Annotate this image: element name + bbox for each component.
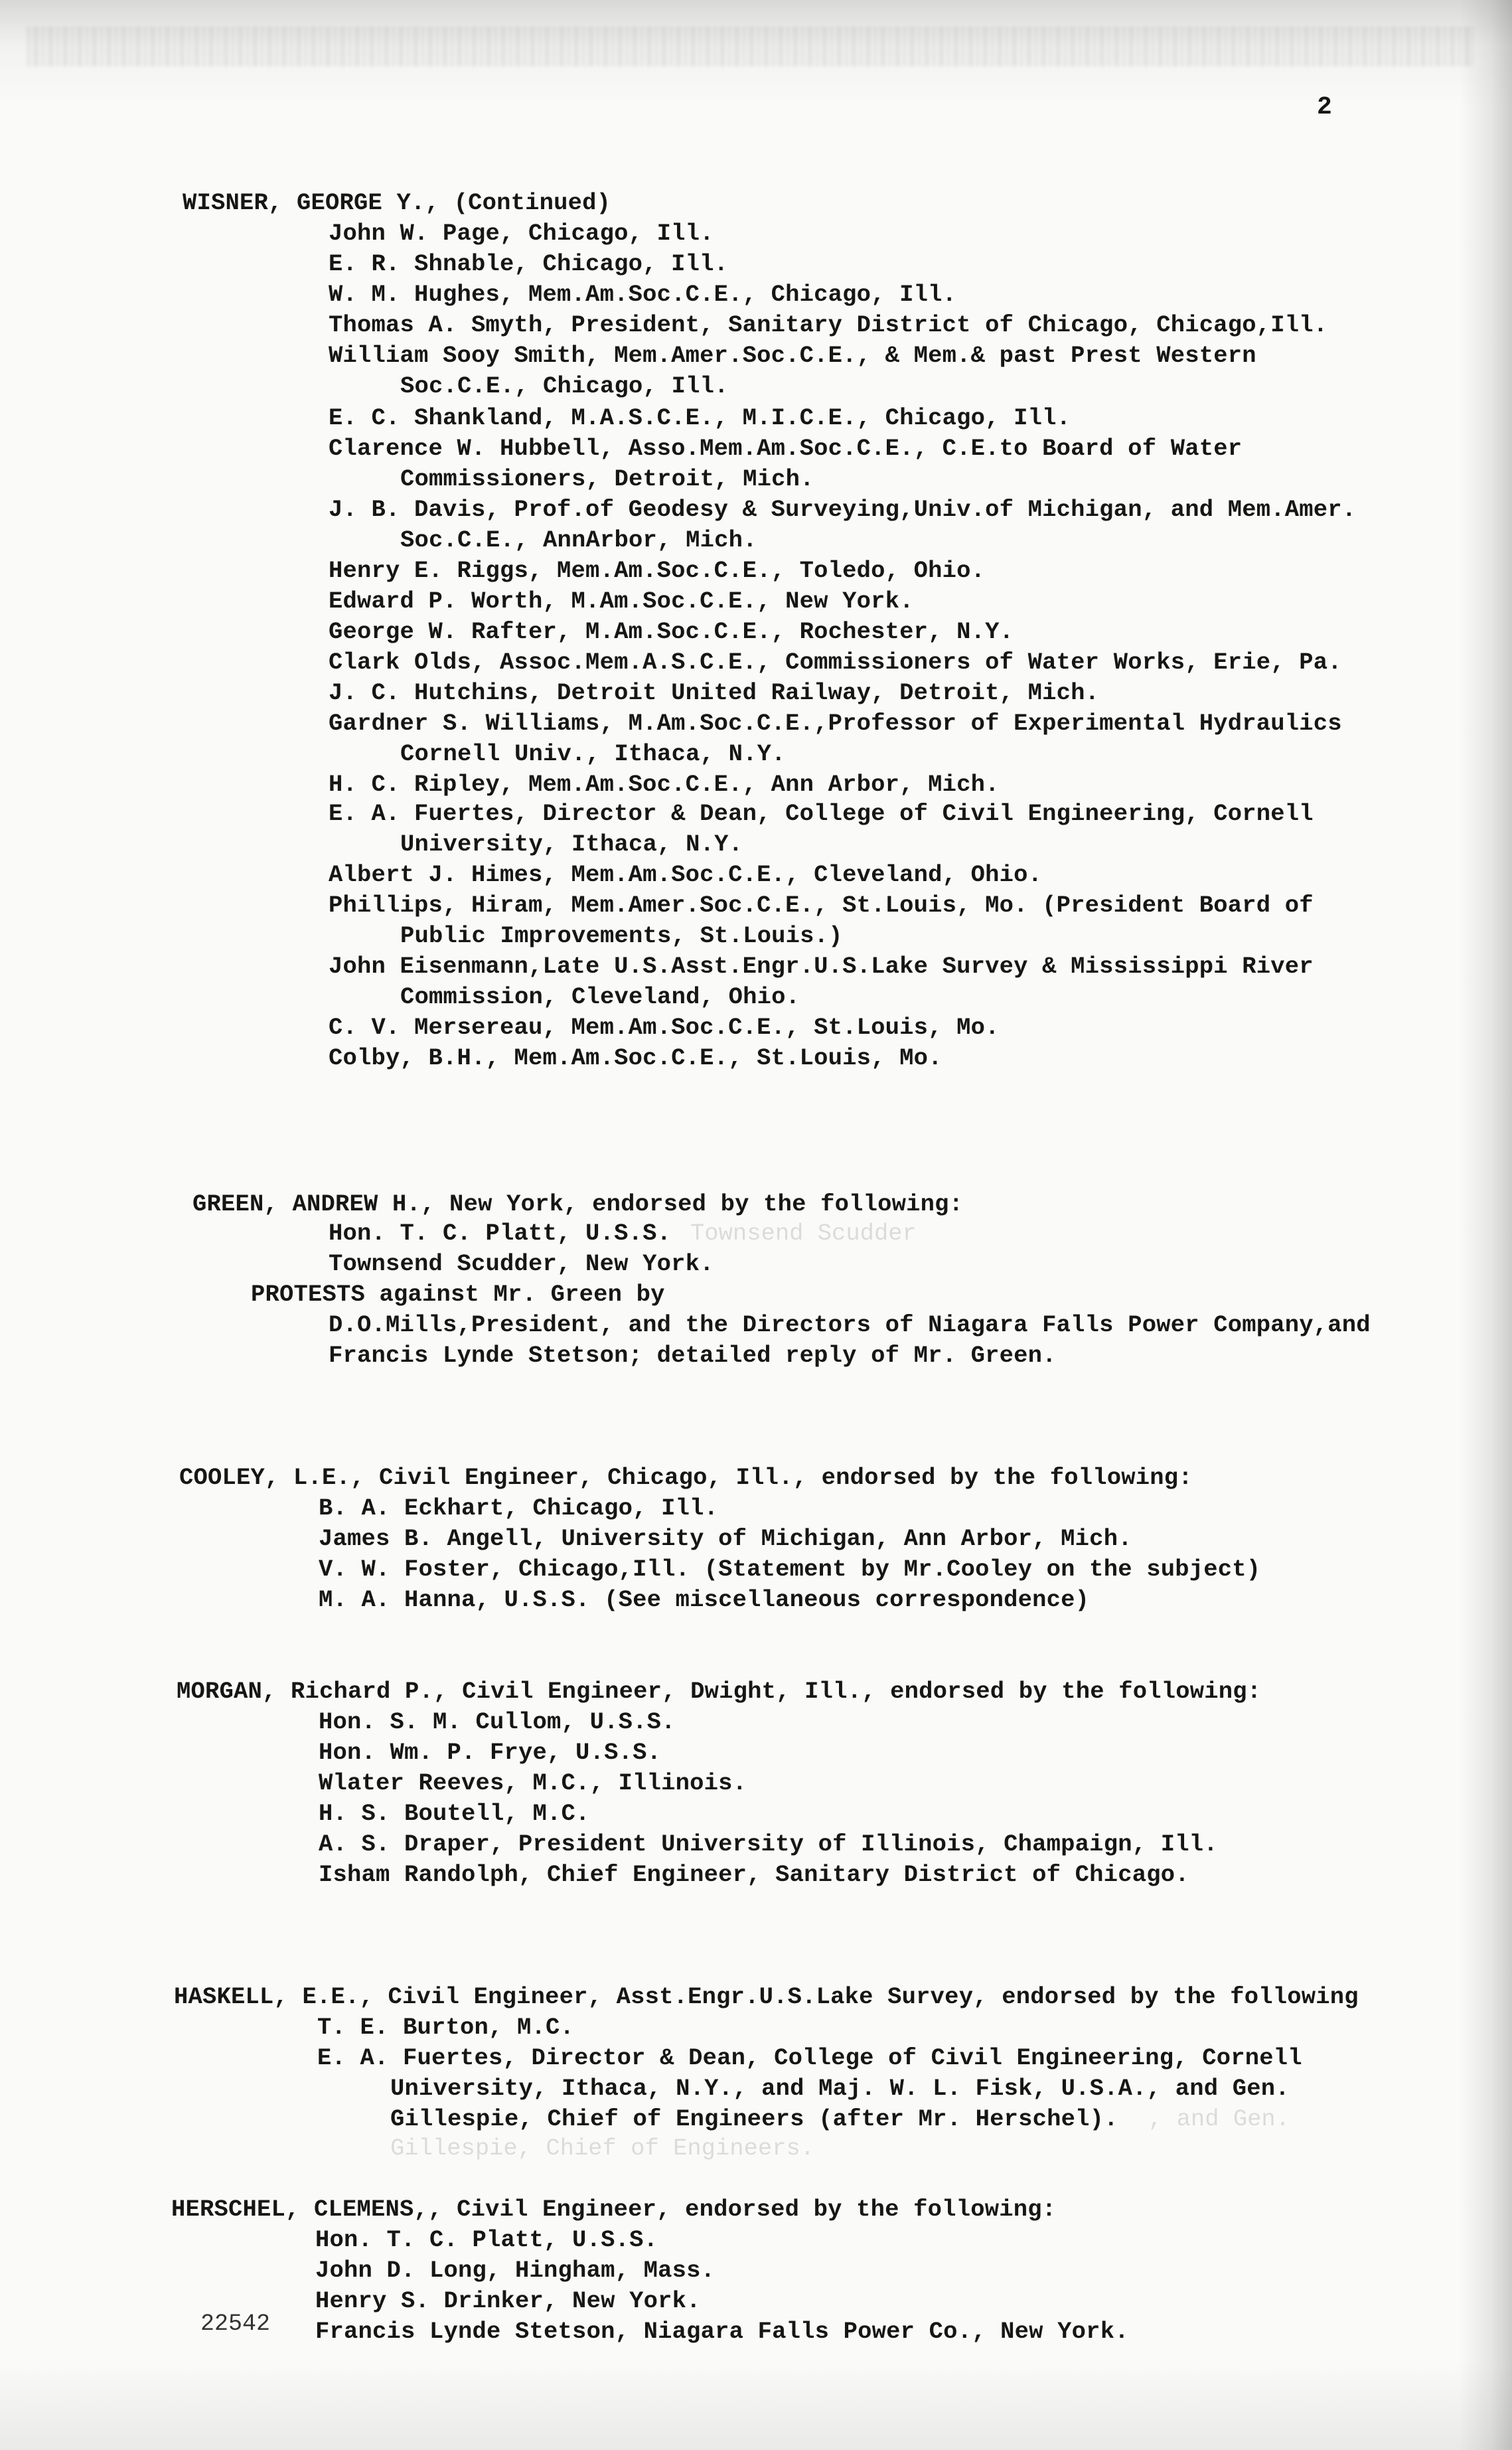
endorser-line-continued: University, Ithaca, N.Y., and Maj. W. L. Fisk, U.S.A., and Gen. [390, 2075, 1290, 2102]
endorser-line: Phillips, Hiram, Mem.Amer.Soc.C.E., St.Louis, Mo. (President Board of [329, 892, 1314, 919]
endorser-line: John D. Long, Hingham, Mass. [315, 2257, 716, 2284]
endorser-line: Clark Olds, Assoc.Mem.A.S.C.E., Commissioners of Water Works, Erie, Pa. [329, 649, 1342, 676]
scan-edge-right [1459, 0, 1512, 2450]
endorser-line: Colby, B.H., Mem.Am.Soc.C.E., St.Louis, Mo. [329, 1044, 943, 1072]
endorser-line-continued: Gillespie, Chief of Engineers (after Mr. Herschel). [390, 2105, 1118, 2133]
endorser-line-continued: Soc.C.E., AnnArbor, Mich. [400, 527, 757, 554]
section-heading-herschel: HERSCHEL, CLEMENS,, Civil Engineer, endorsed by the following: [171, 2196, 1057, 2223]
ghost-text: Gillespie, Chief of Engineers. [390, 2135, 815, 2162]
endorser-line: Francis Lynde Stetson; detailed reply of Mr. Green. [329, 1342, 1057, 1369]
section-heading-morgan: MORGAN, Richard P., Civil Engineer, Dwight, Ill., endorsed by the following: [177, 1678, 1262, 1705]
endorser-line-continued: Public Improvements, St.Louis.) [400, 922, 843, 949]
ghost-text: , and Gen. [1148, 2105, 1290, 2133]
endorser-line: C. V. Mersereau, Mem.Am.Soc.C.E., St.Louis, Mo. [329, 1014, 1000, 1041]
endorser-line: T. E. Burton, M.C. [317, 2014, 575, 2041]
endorser-line: B. A. Eckhart, Chicago, Ill. [319, 1495, 719, 1522]
scan-edge-top [27, 27, 1474, 66]
endorser-line: Wlater Reeves, M.C., Illinois. [319, 1769, 747, 1797]
endorser-line: H. S. Boutell, M.C. [319, 1800, 590, 1827]
endorser-line: Thomas A. Smyth, President, Sanitary District of Chicago, Chicago,Ill. [329, 311, 1328, 339]
section-heading-haskell: HASKELL, E.E., Civil Engineer, Asst.Engr.U.S.Lake Survey, endorsed by the following [174, 1983, 1359, 2010]
endorser-line: Isham Randolph, Chief Engineer, Sanitary District of Chicago. [319, 1861, 1189, 1888]
endorser-line-continued: University, Ithaca, N.Y. [400, 831, 743, 858]
endorser-line: Hon. T. C. Platt, U.S.S. [329, 1220, 672, 1247]
endorser-line: D.O.Mills,President, and the Directors of Niagara Falls Power Company,and [329, 1311, 1371, 1339]
endorser-line: Francis Lynde Stetson, Niagara Falls Power Co., New York. [315, 2318, 1129, 2345]
endorser-line-continued: Commissioners, Detroit, Mich. [400, 465, 814, 493]
endorser-line: James B. Angell, University of Michigan, Ann Arbor, Mich. [319, 1525, 1132, 1552]
endorser-line: J. B. Davis, Prof.of Geodesy & Surveying,Univ.of Michigan, and Mem.Amer. [329, 496, 1357, 523]
endorser-line: John Eisenmann,Late U.S.Asst.Engr.U.S.Lake Survey & Mississippi River [329, 953, 1314, 980]
file-number: 22542 [200, 2311, 271, 2337]
endorser-line: E. C. Shankland, M.A.S.C.E., M.I.C.E., Chicago, Ill. [329, 404, 1071, 432]
endorser-line: Edward P. Worth, M.Am.Soc.C.E., New York. [329, 588, 914, 615]
endorser-line-continued: Soc.C.E., Chicago, Ill. [400, 372, 729, 400]
endorser-line-continued: Commission, Cleveland, Ohio. [400, 983, 800, 1011]
section-heading-green: GREEN, ANDREW H., New York, endorsed by the following: [192, 1190, 964, 1218]
page-number: 2 [1317, 93, 1332, 122]
endorser-line: Henry E. Riggs, Mem.Am.Soc.C.E., Toledo, Ohio. [329, 557, 986, 584]
endorser-line: H. C. Ripley, Mem.Am.Soc.C.E., Ann Arbor, Mich. [329, 771, 1000, 798]
section-heading-wisner: WISNER, GEORGE Y., (Continued) [183, 189, 611, 216]
ghost-text: Townsend Scudder [690, 1220, 917, 1247]
endorser-line: V. W. Foster, Chicago,Ill. (Statement by Mr.Cooley on the subject) [319, 1556, 1261, 1583]
endorser-line: George W. Rafter, M.Am.Soc.C.E., Rochester, N.Y. [329, 618, 1014, 645]
section-heading-cooley: COOLEY, L.E., Civil Engineer, Chicago, Ill., endorsed by the following: [179, 1464, 1193, 1491]
endorser-line: A. S. Draper, President University of Illinois, Champaign, Ill. [319, 1831, 1218, 1858]
endorser-line: Albert J. Himes, Mem.Am.Soc.C.E., Cleveland, Ohio. [329, 861, 1043, 888]
endorser-line-continued: Cornell Univ., Ithaca, N.Y. [400, 740, 786, 768]
endorser-line: Hon. S. M. Cullom, U.S.S. [319, 1708, 676, 1736]
endorser-line: J. C. Hutchins, Detroit United Railway, Detroit, Mich. [329, 679, 1100, 706]
endorser-line: Hon. Wm. P. Frye, U.S.S. [319, 1739, 662, 1766]
endorser-line: E. A. Fuertes, Director & Dean, College of Civil Engineering, Cornell [329, 800, 1314, 827]
protest-heading: PROTESTS against Mr. Green by [251, 1281, 665, 1308]
endorser-line: Townsend Scudder, New York. [329, 1250, 714, 1277]
endorser-line: E. A. Fuertes, Director & Dean, College of Civil Engineering, Cornell [317, 2044, 1302, 2072]
endorser-line: John W. Page, Chicago, Ill. [329, 220, 714, 247]
endorser-line: Gardner S. Williams, M.Am.Soc.C.E.,Professor of Experimental Hydraulics [329, 710, 1342, 737]
endorser-line: M. A. Hanna, U.S.S. (See miscellaneous correspondence) [319, 1586, 1090, 1613]
endorser-line: Clarence W. Hubbell, Asso.Mem.Am.Soc.C.E., C.E.to Board of Water [329, 435, 1243, 462]
endorser-line: William Sooy Smith, Mem.Amer.Soc.C.E., & Mem.& past Prest Western [329, 342, 1256, 369]
endorser-line: Henry S. Drinker, New York. [315, 2287, 701, 2315]
endorser-line: E. R. Shnable, Chicago, Ill. [329, 250, 729, 278]
endorser-line: Hon. T. C. Platt, U.S.S. [315, 2226, 658, 2253]
endorser-line: W. M. Hughes, Mem.Am.Soc.C.E., Chicago, Ill. [329, 281, 957, 308]
